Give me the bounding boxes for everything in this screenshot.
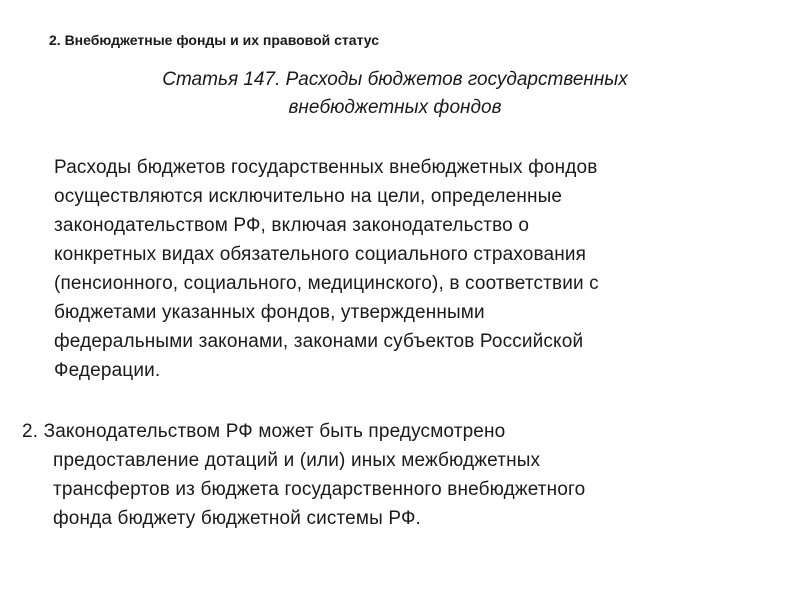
article-title-line: Статья 147. Расходы бюджетов государственных bbox=[162, 69, 628, 90]
paragraph-1-line: Федерации. bbox=[54, 360, 161, 381]
paragraph-1 bbox=[54, 153, 599, 385]
paragraph-1-line: бюджетами указанных фондов, утвержденными bbox=[54, 302, 485, 323]
paragraph-2-line: трансфертов из бюджета государственного внебюджетного bbox=[53, 479, 586, 500]
paragraph-2-line: 2. Законодательством РФ может быть предусмотрено bbox=[22, 421, 506, 442]
paragraph-2-line: фонда бюджету бюджетной системы РФ. bbox=[53, 508, 421, 529]
paragraph-2 bbox=[22, 417, 585, 533]
article-title-line: внебюджетных фондов bbox=[288, 97, 502, 118]
paragraph-1-line: законодательством РФ, включая законодательство о bbox=[54, 215, 530, 236]
paragraph-1-line: осуществляются исключительно на цели, определенные bbox=[54, 186, 563, 207]
article-title bbox=[60, 66, 730, 122]
section-heading: 2. Внебюджетные фонды и их правовой статус bbox=[49, 32, 380, 48]
paragraph-1-line: (пенсионного, социального, медицинского), в соответствии с bbox=[54, 273, 599, 294]
paragraph-1-line: конкретных видах обязательного социального страхования bbox=[54, 244, 587, 265]
paragraph-2-line: предоставление дотаций и (или) иных межбюджетных bbox=[53, 450, 541, 471]
paragraph-1-line: федеральными законами, законами субъектов Российской bbox=[54, 331, 584, 352]
paragraph-1-line: Расходы бюджетов государственных внебюджетных фондов bbox=[54, 157, 598, 178]
